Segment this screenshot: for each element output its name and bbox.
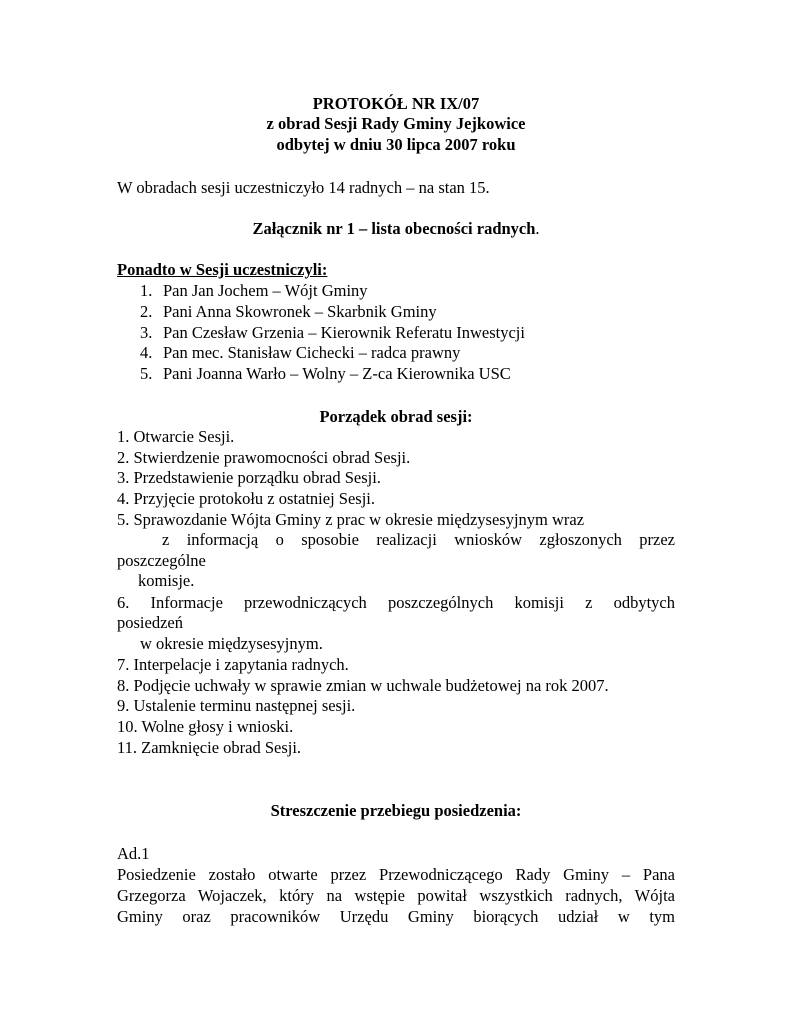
participant-item-5 bbox=[140, 364, 511, 384]
agenda-item-10: 10. Wolne głosy i wnioski. bbox=[117, 717, 294, 736]
agenda-item-9: 9. Ustalenie terminu następnej sesji. bbox=[117, 696, 356, 715]
participant-number: 3. bbox=[140, 323, 153, 342]
participant-item-3 bbox=[140, 323, 525, 343]
agenda-item-6-line-1: 6. Informacje przewodniczących poszczególnych komisji z odbytych bbox=[117, 593, 675, 612]
participant-text: Pan Jan Jochem – Wójt Gminy bbox=[163, 281, 368, 300]
agenda-item-5-line-1: 5. Sprawozdanie Wójta Gminy z prac w okresie międzysesyjnym wraz bbox=[117, 510, 585, 529]
agenda-item-3: 3. Przedstawienie porządku obrad Sesji. bbox=[117, 468, 381, 487]
participant-item-2 bbox=[140, 302, 437, 322]
agenda-item-6-line-3: w okresie międzysesyjnym. bbox=[140, 634, 323, 653]
agenda-item-1: 1. Otwarcie Sesji. bbox=[117, 427, 235, 446]
participant-number: 1. bbox=[140, 281, 153, 300]
summary-paragraph-line-2: Grzegorza Wojaczek, który na wstępie powitał wszystkich radnych, Wójta bbox=[117, 886, 675, 905]
participant-item-1 bbox=[140, 281, 368, 301]
attachment-line bbox=[117, 219, 675, 239]
agenda-item-4: 4. Przyjęcie protokołu z ostatniej Sesji. bbox=[117, 489, 375, 508]
participants-heading: Ponadto w Sesji uczestniczyli: bbox=[117, 260, 328, 279]
summary-paragraph-line-1: Posiedzenie zostało otwarte przez Przewodniczącego Rady Gminy – Pana bbox=[117, 865, 675, 884]
document-title: PROTOKÓŁ NR IX/07 bbox=[312, 94, 480, 113]
agenda-item-2: 2. Stwierdzenie prawomocności obrad Sesji. bbox=[117, 448, 411, 467]
participant-item-4 bbox=[140, 343, 460, 363]
summary-paragraph-line-3: Gminy oraz pracowników Urzędu Gminy biorących udział w tym bbox=[117, 907, 675, 926]
agenda-heading: Porządek obrad sesji: bbox=[319, 407, 473, 426]
agenda-item-7: 7. Interpelacje i zapytania radnych. bbox=[117, 655, 349, 674]
document-subtitle-1: z obrad Sesji Rady Gminy Jejkowice bbox=[266, 114, 526, 133]
agenda-item-5-line-2: z informacją o sposobie realizacji wniosków zgłoszonych przez bbox=[162, 530, 675, 549]
attachment-title: Załącznik nr 1 – lista obecności radnych bbox=[252, 219, 536, 238]
attachment-suffix: . bbox=[535, 219, 540, 238]
participant-text: Pan Czesław Grzenia – Kierownik Referatu Inwestycji bbox=[163, 323, 525, 342]
agenda-item-11: 11. Zamknięcie obrad Sesji. bbox=[117, 738, 302, 757]
summary-heading: Streszczenie przebiegu posiedzenia: bbox=[270, 801, 522, 820]
document-subtitle-2: odbytej w dniu 30 lipca 2007 roku bbox=[276, 135, 516, 154]
participant-text: Pan mec. Stanisław Cichecki – radca prawny bbox=[163, 343, 461, 362]
attendance-intro: W obradach sesji uczestniczyło 14 radnych – na stan 15. bbox=[117, 178, 490, 197]
summary-ad-1: Ad.1 bbox=[117, 844, 150, 863]
agenda-item-8: 8. Podjęcie uchwały w sprawie zmian w uchwale budżetowej na rok 2007. bbox=[117, 676, 609, 695]
agenda-item-6-line-2: posiedzeń bbox=[117, 613, 183, 632]
participant-text: Pani Anna Skowronek – Skarbnik Gminy bbox=[163, 302, 437, 321]
participant-number: 4. bbox=[140, 343, 153, 362]
participant-number: 5. bbox=[140, 364, 153, 383]
participant-number: 2. bbox=[140, 302, 153, 321]
agenda-item-5-line-4: komisje. bbox=[138, 571, 195, 590]
participant-text: Pani Joanna Warło – Wolny – Z-ca Kierownika USC bbox=[163, 364, 511, 383]
agenda-item-5-line-3: poszczególne bbox=[117, 551, 206, 570]
